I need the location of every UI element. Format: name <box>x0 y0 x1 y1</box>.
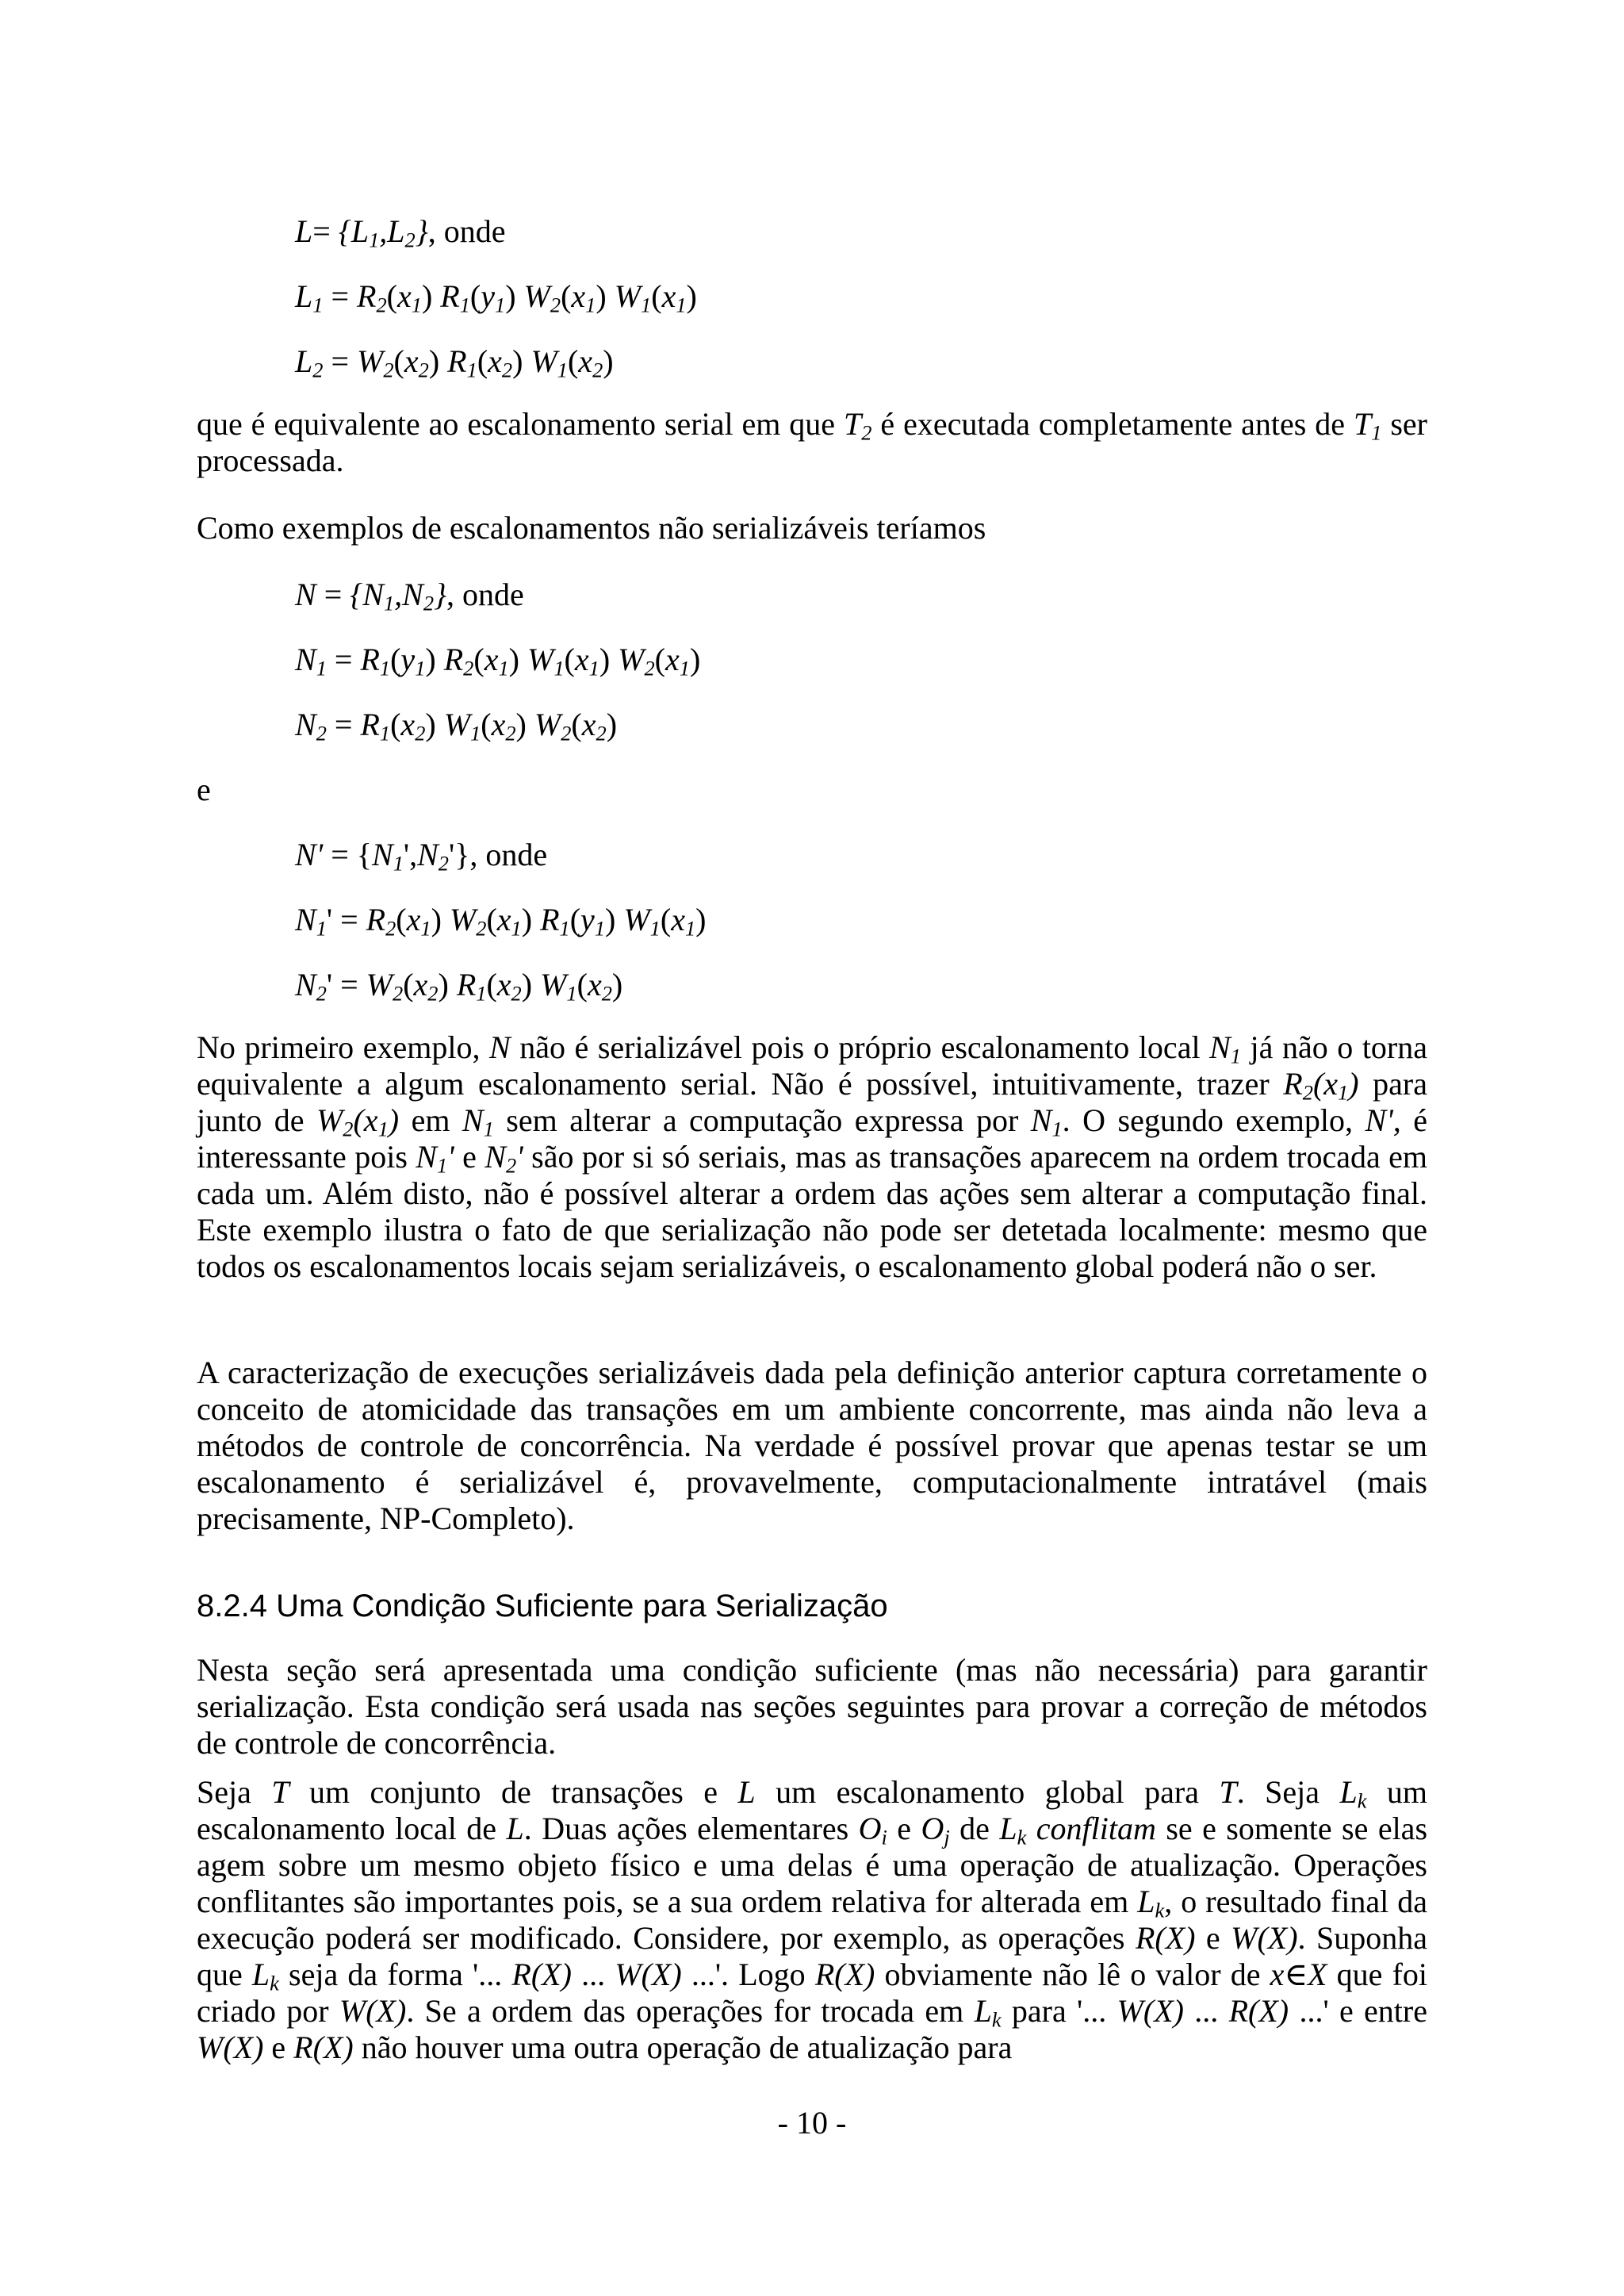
schedule-operation: $W_1(x_2)$ <box>443 707 527 746</box>
schedule-operation: $R_2(x_1)$ <box>366 902 442 941</box>
equation-N2: $N_2 = R_1(x_2)$ $W_1(x_2)$ $W_2(x_2)$ <box>295 707 618 746</box>
paragraph-first-example: No primeiro exemplo, N não é serializável pois o próprio escalonamento local $N_1$ já não o torna equivalente a algum escalonamento serial. Não é possível, intuitivamente, trazer $R_2(x_1)$ para junto de $W_2(x_1)$ em $N_1$ sem alterar a computação expressa por $N_1$. O segundo exemplo, N', é interessante pois $N_1'$ e $N_2'$ são por si só seriais, mas as transações aparecem na ordem trocada em cada um. Além disto, não é possível alterar a ordem das ações sem alterar a computação final. Este exemplo ilustra o fato de que serialização não pode ser detetada localmente: mesmo que todos os escalonamentos locais sejam serializáveis, o escalonamento global poderá não o ser. <box>197 1029 1428 1284</box>
schedule-operation: $W_2(x_2)$ <box>357 343 440 382</box>
schedule-operation: $R_2(x_1)$ <box>443 642 519 680</box>
schedule-operation: $R_1(x_2)$ <box>360 707 436 746</box>
schedule-operation: $W_1(x_2)$ <box>530 343 614 382</box>
conjunction-e: e <box>197 772 211 807</box>
paragraph-characterization: A caracterização de execuções serializáveis dada pela definição anterior captura corretamente o conceito de atomicidade das transações em um ambiente concorrente, mas ainda não leva a métodos de controle de concorrência. Na verdade é possível provar que apenas testar se um escalonamento é serializável é, provavelmente, computacionalmente intratável (mais precisamente, NP-Completo). <box>197 1355 1427 1536</box>
schedule-operation: $W_1(x_1)$ <box>614 278 697 317</box>
equation-N: $N = \{N_1,N_2\}$, onde <box>295 577 524 615</box>
schedule-operation: $W_2(x_2)$ <box>534 707 618 746</box>
equation-N1-prime: $N_1' = R_2(x_1)$ $W_2(x_1)$ $R_1(y_1)$ $W_1(x_1)$ <box>295 902 707 941</box>
schedule-operation: $R_1(x_2)$ <box>447 343 523 382</box>
equation-N2-prime: $N_2' = W_2(x_2)$ $R_1(x_2)$ $W_1(x_2)$ <box>295 967 623 1006</box>
section-heading: 8.2.4 Uma Condição Suficiente para Serialização <box>197 1589 888 1623</box>
schedule-operation: $W_2(x_1)$ <box>618 642 701 680</box>
equation-L1: $L_1 = R_2(x_1)$ $R_1(y_1)$ $W_2(x_1)$ $W_1(x_1)$ <box>295 278 697 317</box>
equation-L: $L= \{L_1,L_2\}$, onde <box>295 213 506 252</box>
schedule-operation: $R_2(x_1)$ <box>357 278 433 317</box>
schedule-operation: $R_1(y_1)$ <box>440 278 516 317</box>
schedule-operation: $W_1(x_2)$ <box>540 967 623 1006</box>
paragraph-equivalence: que é equivalente ao escalonamento serial em que $T_2$ é executada completamente antes de $T_1$ ser processada. <box>197 406 1427 478</box>
schedule-operation: $W_1(x_1)$ <box>623 902 707 941</box>
schedule-operation: $W_2(x_1)$ <box>449 902 533 941</box>
schedule-operation: $W_2(x_1)$ <box>523 278 607 317</box>
paragraph-conflicting-operations: Seja T um conjunto de transações e L um escalonamento global para T. Seja $L_k$ um escalonamento local de L. Duas ações elementares $O_i$ e $O_j$ de $L_k$ conflitam se e somente se elas agem sobre um mesmo objeto físico e uma delas é uma operação de atualização. Operações conflitantes são importantes pois, se a sua ordem relativa for alterada em $L_k$, o resultado final da execução poderá ser modificado. Considere, por exemplo, as operações R(X) e W(X). Suponha que $L_k$ seja da forma '... R(X) ... W(X) ...'. Logo R(X) obviamente não lê o valor de x∈X que foi criado por W(X). Se a ordem das operações for trocada em $L_k$ para '... W(X) ... R(X) ...' e entre W(X) e R(X) não houver uma outra operação de atualização para <box>197 1774 1428 2065</box>
equation-L2: $L_2 = W_2(x_2)$ $R_1(x_2)$ $W_1(x_2)$ <box>295 343 614 382</box>
schedule-operation: $R_1(y_1)$ <box>360 642 436 680</box>
equation-N1: $N_1 = R_1(y_1)$ $R_2(x_1)$ $W_1(x_1)$ $W_2(x_1)$ <box>295 642 701 680</box>
schedule-operation: $R_1(y_1)$ <box>540 902 616 941</box>
schedule-operation: $W_1(x_1)$ <box>527 642 611 680</box>
paragraph-examples-intro: Como exemplos de escalonamentos não serializáveis teríamos <box>197 510 986 546</box>
paragraph-sufficient-condition: Nesta seção será apresentada uma condição suficiente (mas não necessária) para garantir serialização. Esta condição será usada nas seções seguintes para provar a correção de métodos de controle de concorrência. <box>197 1652 1427 1761</box>
page-number: - 10 - <box>777 2105 847 2141</box>
schedule-operation: $W_2(x_2)$ <box>366 967 449 1006</box>
schedule-operation: $R_1(x_2)$ <box>456 967 533 1006</box>
equation-N-prime: $N' = \{N_1',N_2'\}$, onde <box>295 837 548 876</box>
